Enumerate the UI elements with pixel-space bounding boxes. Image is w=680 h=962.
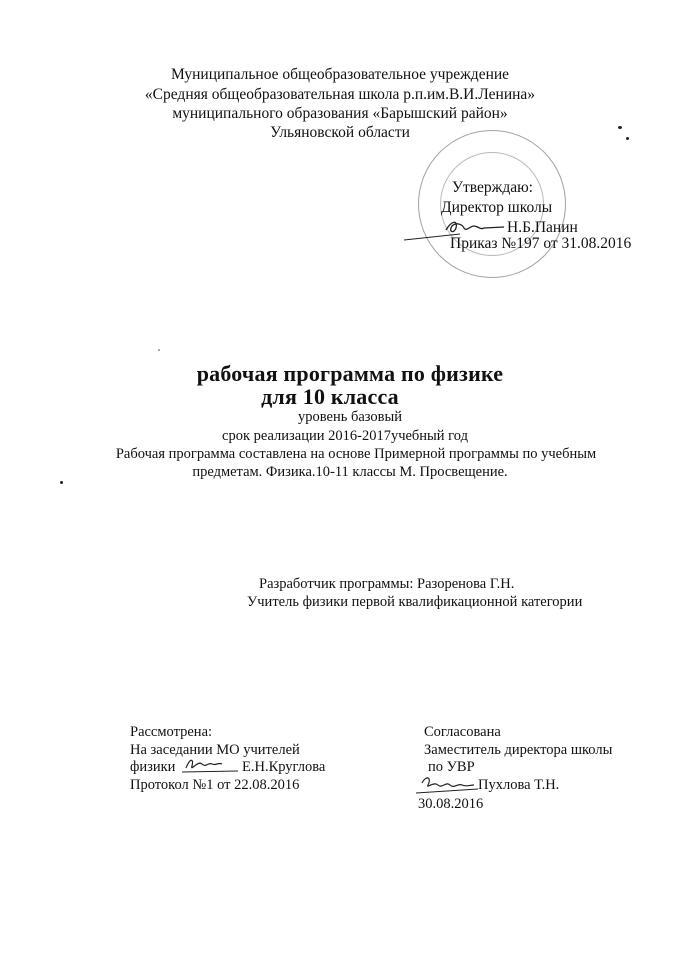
- header-school-name: «Средняя общеобразовательная школа р.п.им.В.И.Ленина»: [144, 86, 536, 103]
- agreed-date: 30.08.2016: [418, 796, 484, 812]
- program-basis-line2: предметам. Физика.10-11 классы М. Просвещение.: [192, 464, 508, 480]
- header-municipality: муниципального образования «Барышский район»: [172, 105, 508, 122]
- reviewed-subject: физики: [130, 759, 176, 775]
- developer-position: Учитель физики первой квалификационной категории: [247, 594, 583, 610]
- approval-position: Директор школы: [441, 199, 553, 216]
- agreed-deputy-name: Пухлова Т.Н.: [478, 777, 560, 793]
- header-institution: Муниципальное общеобразовательное учреждение: [170, 66, 510, 83]
- reviewed-head-name: Е.Н.Круглова: [242, 759, 326, 775]
- reviewed-protocol: Протокол №1 от 22.08.2016: [130, 777, 300, 793]
- reviewed-label: Рассмотрена:: [130, 724, 213, 740]
- program-class: для 10 класса: [261, 384, 399, 409]
- program-level: уровень базовый: [298, 409, 402, 425]
- approval-director-name: Н.Б.Панин: [507, 219, 578, 236]
- program-term: срок реализации 2016-2017учебный год: [222, 428, 468, 444]
- agreed-label: Согласована: [424, 724, 501, 740]
- header-region: Ульяновской области: [270, 124, 410, 141]
- director-signature: [400, 214, 520, 244]
- reviewed-meeting: На заседании МО учителей: [130, 742, 300, 758]
- scan-speck: [60, 481, 63, 484]
- scan-speck: [618, 126, 622, 129]
- agreed-position: Заместитель директора школы: [424, 742, 613, 758]
- approval-label: Утверждаю:: [452, 179, 533, 196]
- approval-order: Приказ №197 от 31.08.2016: [450, 235, 632, 252]
- program-title: рабочая программа по физике: [196, 361, 504, 386]
- scan-speck: [626, 137, 629, 140]
- program-basis-line1: Рабочая программа составлена на основе Примерной программы по учебным: [115, 446, 597, 462]
- scan-speck: [158, 349, 160, 351]
- developer-name: Разработчик программы: Разоренова Г.Н.: [259, 576, 515, 592]
- agreed-department: по УВР: [428, 759, 475, 775]
- head-of-mo-signature: [180, 754, 242, 776]
